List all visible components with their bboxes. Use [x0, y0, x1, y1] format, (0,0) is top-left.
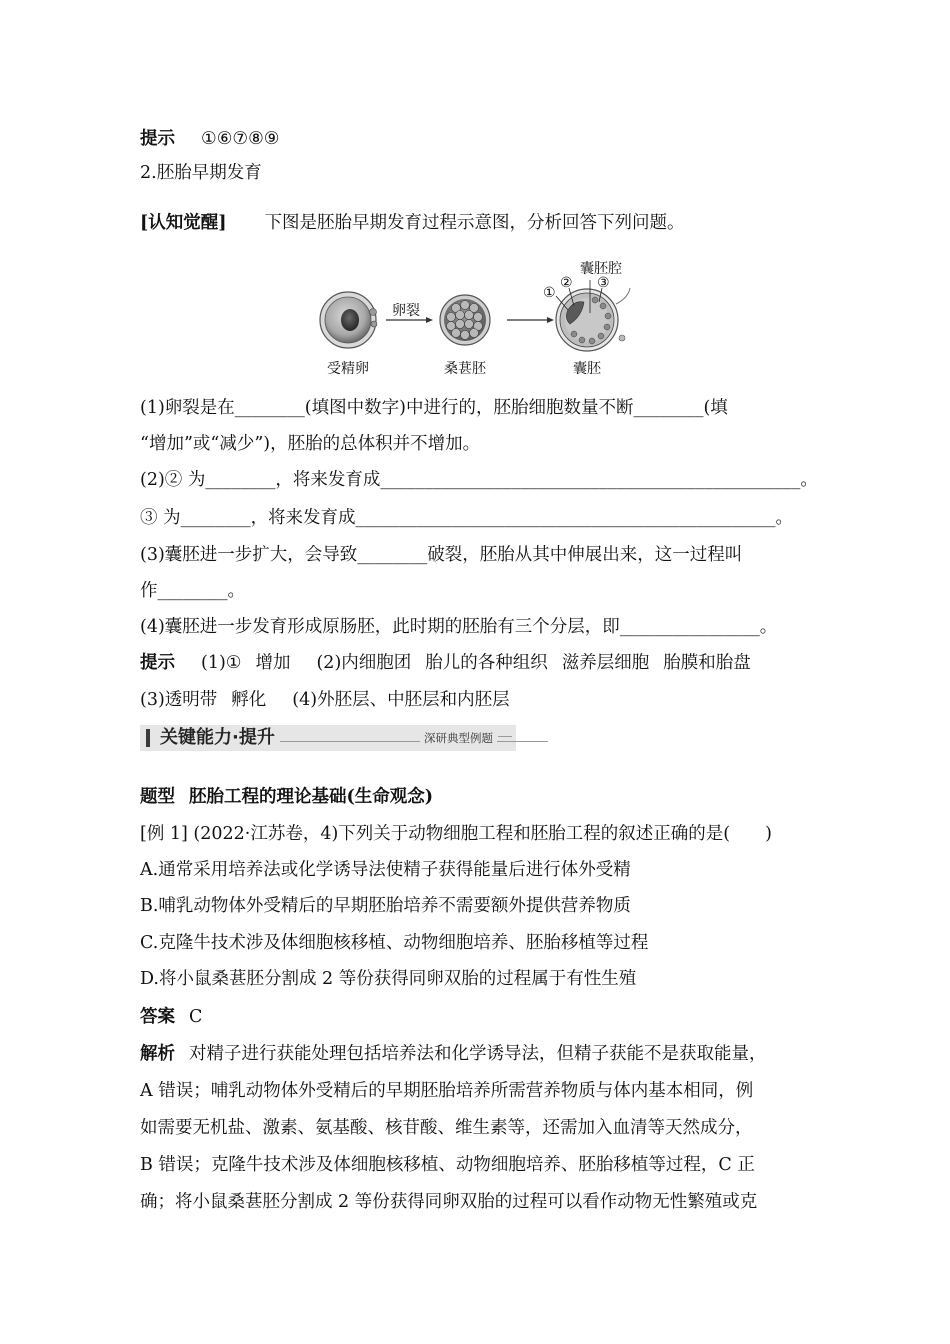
banner-subtitle: 深研典型例题 [420, 730, 497, 746]
hint-label: 提示 [140, 129, 175, 149]
question-2-line-1: (2)② 为________，将来发育成________________________________________________。 [140, 470, 818, 490]
hint-2-label: 提示 [140, 653, 175, 673]
hint-2-item: (4)外胚层、中胚层和内胚层 [292, 690, 510, 710]
fertilized-egg-label: 受精卵 [327, 361, 369, 377]
hint-2-item: 滋养层细胞 [561, 653, 650, 673]
analysis-line-3: 如需要无机盐、激素、氨基酸、核苷酸、维生素等，还需加入血清等天然成分， [140, 1118, 753, 1138]
hint-content: ①⑥⑦⑧⑨ [201, 129, 280, 149]
analysis-text: 对精子进行获能处理包括培养法和化学诱导法，但精子获能不是获取能量， [189, 1044, 767, 1064]
hint-2-item: 孵化 [231, 690, 267, 710]
topic-label: 题型 [140, 787, 175, 807]
banner-rule-end [498, 736, 512, 737]
blastocyst-label: 囊胚 [573, 361, 601, 377]
hint-2-item: (2)内细胞团 [316, 653, 412, 673]
analysis-line-2: A 错误；哺乳动物体外受精后的早期胚胎培养所需营养物质与体内基本相同，例 [140, 1081, 754, 1101]
question-4-line-1: (4)囊胚进一步发育形成原肠胚，此时期的胚胎有三个分层，即________________。 [140, 617, 778, 637]
marker-3: ③ [597, 275, 610, 291]
answer-value: C [189, 1007, 203, 1027]
hint-1 [140, 127, 279, 151]
option-a: A.通常采用培养法或化学诱导法使精子获得能量后进行体外受精 [140, 860, 631, 880]
hint-2-item: 增加 [255, 653, 291, 673]
embryo-development-figure [312, 258, 642, 380]
question-1-line-1: (1)卵裂是在________(填图中数字)中进行的，胚胎细胞数量不断________(填 [140, 398, 728, 418]
topic-text: 胚胎工程的理论基础(生命观念) [189, 787, 434, 807]
hint-2-item: 胎儿的各种组织 [425, 653, 548, 673]
awareness-label: [认知觉醒] [140, 213, 227, 233]
banner-title: 关键能力·提升 [160, 727, 275, 748]
section-title: 2.胚胎早期发育 [140, 163, 262, 183]
fertilized-egg [320, 292, 377, 348]
example-stem: [例 1] (2022·江苏卷，4)下列关于动物细胞工程和胚胎工程的叙述正确的是( ) [140, 824, 772, 844]
awareness-text: 下图是胚胎早期发育过程示意图，分析回答下列问题。 [264, 213, 685, 233]
analysis-label: 解析 [140, 1044, 175, 1064]
morula [440, 295, 490, 345]
analysis-line-4: B 错误；克隆牛技术涉及体细胞核移植、动物细胞培养、胚胎移植等过程，C 正 [140, 1155, 755, 1175]
marker-1: ① [543, 285, 556, 301]
hint-2-item: (3)透明带 [140, 690, 218, 710]
question-2-line-2: ③ 为________，将来发育成________________________________________________。 [140, 508, 794, 528]
hint-2-line-2 [140, 688, 510, 712]
question-1-line-2: “增加”或“减少”)，胚胎的总体积并不增加。 [140, 434, 481, 454]
cleavage-label: 卵裂 [392, 303, 420, 319]
banner-rule [280, 741, 548, 742]
blastocoel-label: 囊胚腔 [580, 261, 622, 277]
answer-label: 答案 [140, 1007, 175, 1027]
analysis-line-1 [140, 1042, 767, 1066]
analysis-line-5: 确；将小鼠桑葚胚分割成 2 等份获得同卵双胎的过程可以看作动物无性繁殖或克 [140, 1192, 758, 1212]
topic-heading [140, 785, 433, 809]
marker-2: ② [560, 275, 573, 291]
answer [140, 1005, 202, 1029]
question-3-line-2: 作________。 [140, 581, 245, 601]
section-banner [140, 725, 516, 751]
option-b: B.哺乳动物体外受精后的早期胚胎培养不需要额外提供营养物质 [140, 896, 631, 916]
banner-bar [146, 729, 150, 747]
awareness-intro [140, 211, 685, 235]
hint-2-line-1 [140, 651, 751, 675]
question-3-line-1: (3)囊胚进一步扩大，会导致________破裂，胚胎从其中伸展出来，这一过程叫 [140, 545, 743, 565]
hint-2-item: (1)① [201, 653, 242, 673]
option-c: C.克隆牛技术涉及体细胞核移植、动物细胞培养、胚胎移植等过程 [140, 933, 649, 953]
development-arrow [507, 317, 554, 323]
hint-2-item: 胎膜和胎盘 [663, 653, 751, 673]
morula-label: 桑葚胚 [444, 361, 486, 377]
option-d: D.将小鼠桑葚胚分割成 2 等份获得同卵双胎的过程属于有性生殖 [140, 969, 637, 989]
